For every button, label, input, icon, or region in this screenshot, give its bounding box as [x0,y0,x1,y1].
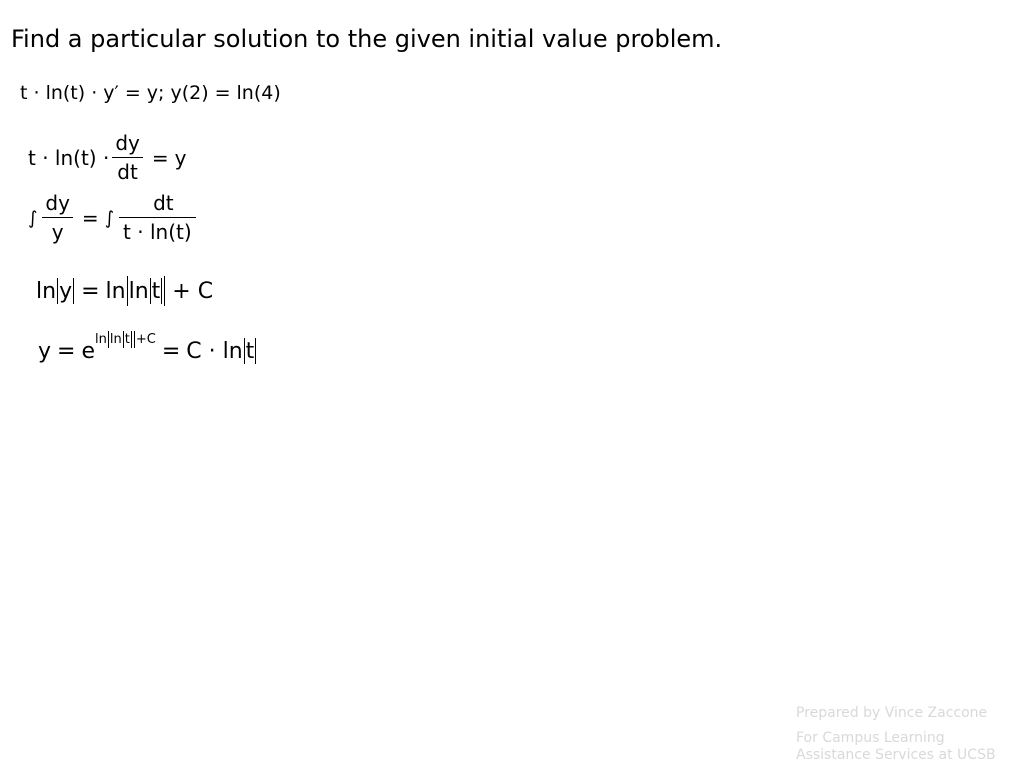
prepared-by-credit: Prepared by Vince Zaccone [796,705,988,721]
left-denominator: y [51,220,64,244]
abs-bar [123,331,124,348]
problem-value: ln(4) [236,82,281,104]
left-fraction [42,192,73,244]
exponent [95,331,156,348]
step-3-ln: ln [36,278,57,304]
exponent-ln-outer: ln [95,331,107,347]
step-2-equation [28,192,199,244]
step-3-ln-outer: ln [105,278,126,304]
right-numerator: dt [119,192,196,218]
problem-equals-2: = [214,82,231,104]
abs-bar [108,331,109,348]
step-3-equation [36,276,213,306]
step-3-ln-inner: ln [128,278,149,304]
integral-sign-right: ∫ [104,207,115,229]
abs-bar [161,278,162,304]
step-4-equals: = [57,338,76,364]
step-2-equals: = [81,206,99,230]
step-4-y: y [38,338,52,364]
campus-credit: For Campus Learning Assistance Services at UCSB [796,730,996,763]
abs-bar [73,278,74,304]
abs-bar [150,278,151,304]
step-4-equals-2: = [161,338,181,364]
exponent-t: t [124,331,130,347]
problem-equation [20,82,281,104]
right-denominator: t · ln(t) [123,220,192,244]
step-3-y: y [59,278,73,304]
abs-bar [255,338,256,364]
abs-bar [57,278,58,304]
right-fraction [119,192,196,244]
abs-bar [134,331,135,348]
left-numerator: dy [42,192,73,218]
step-1-lhs: t · ln(t) · [28,146,110,170]
step-3-t: t [151,278,161,304]
abs-bar [244,338,245,364]
integral-sign-left: ∫ [28,207,38,229]
step-1-equation [28,132,186,184]
exponent-plus-c: +C [135,331,156,347]
step-3-plus-c: + C [172,278,214,304]
exponent-ln-inner: ln [109,331,122,347]
step-1-equals: = [151,146,169,170]
abs-bar [164,276,165,306]
step-4-t: t [245,338,255,364]
abs-bar [131,331,132,348]
problem-equals: = [124,82,141,104]
exponential-base: e [81,338,96,364]
page-title: Find a particular solution to the given initial value problem. [11,25,723,53]
step-4-c-ln: C · ln [186,338,243,364]
derivative-fraction [112,132,143,184]
problem-lhs: t · ln(t) · y′ [20,82,119,104]
problem-rhs: y; y(2) [146,82,209,104]
fraction-numerator: dy [112,132,143,158]
step-1-rhs: y [174,146,187,170]
step-3-equals: = [81,278,100,304]
step-4-equation [38,331,257,364]
fraction-denominator: dt [117,160,138,184]
abs-bar [127,276,128,306]
